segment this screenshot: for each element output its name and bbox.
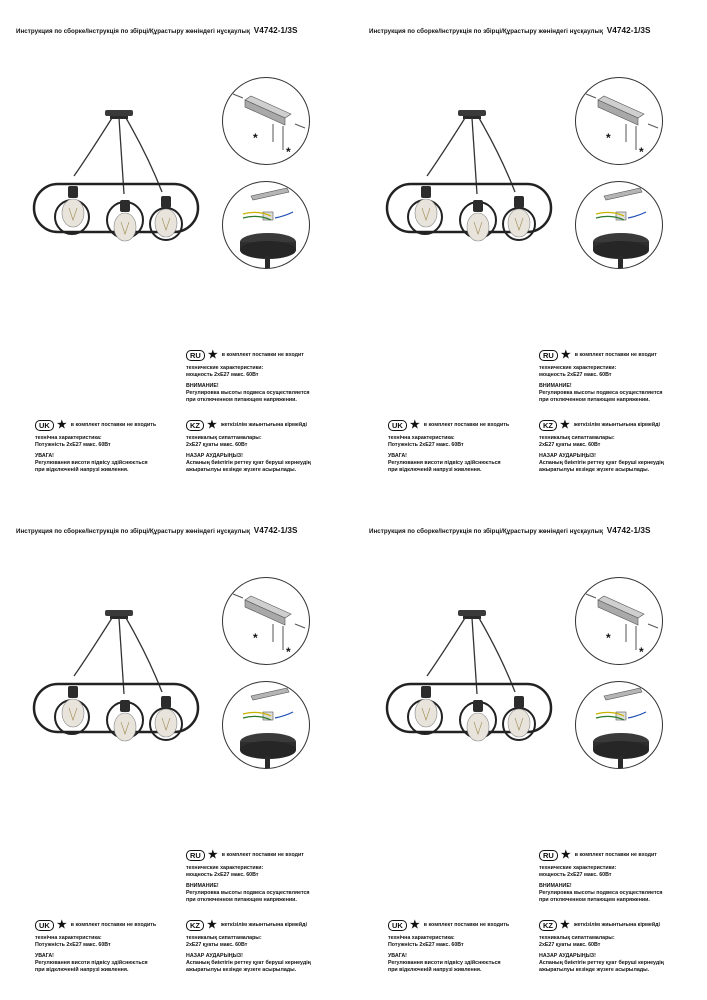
- mounting-bracket-diagram: [575, 577, 663, 665]
- ru-info-block: [186, 350, 310, 403]
- model-number: V4742-1/3S: [253, 26, 298, 35]
- uk-specs-value: Потужність 2xE27 макс. 60Вт: [35, 441, 111, 448]
- kz-badge: KZ: [539, 420, 557, 431]
- svg-text:*: *: [639, 145, 644, 159]
- uk-not-included: в комплект поставки не входить: [423, 422, 510, 429]
- ru-badge: RU: [539, 350, 558, 361]
- kz-warning: НАЗАР АУДАРЫҢЫЗ!: [186, 952, 243, 959]
- wiring-canopy-diagram: [222, 681, 310, 769]
- kz-specs-value: 2xE27 қуаты макс. 60Вт: [186, 441, 248, 448]
- ru-warning: ВНИМАНИЕ!: [186, 382, 219, 389]
- ru-warning: ВНИМАНИЕ!: [539, 882, 572, 889]
- uk-warning-line-2: при відключеній напрузі живлення.: [388, 466, 482, 473]
- kz-specs-value: 2xE27 қуаты макс. 60Вт: [539, 441, 601, 448]
- ru-info-block: [539, 850, 663, 903]
- ru-specs-label: технические характеристики:: [539, 865, 617, 871]
- ru-specs-value: мощность 2xE27 макс. 60Вт: [186, 871, 259, 878]
- kz-warning-line-1: Аспаның биіктігін реттеу қуат беруші кернеудің: [539, 959, 664, 966]
- kz-not-included: жеткізілім жиынтығына кірмейді: [573, 422, 660, 429]
- ru-warning-line-2: при отключенном питающем напряжении.: [186, 896, 297, 903]
- uk-warning: УВАГА!: [35, 452, 54, 459]
- svg-text:*: *: [253, 631, 258, 645]
- ru-specs-label: технические характеристики:: [186, 865, 264, 871]
- asterisk-icon: ★: [560, 419, 570, 431]
- uk-warning-line-2: при відключеній напрузі живлення.: [35, 466, 129, 473]
- ru-not-included: в комплект поставки не входит: [574, 352, 657, 359]
- kz-specs-label: техникалық сипаттамалары:: [186, 935, 262, 941]
- svg-text:*: *: [606, 631, 611, 645]
- uk-badge: UK: [388, 420, 407, 431]
- uk-specs-label: технічна характеристика:: [388, 435, 455, 441]
- kz-warning-line-2: ажыратылуы кезінде жүзеге асырылады.: [186, 966, 297, 973]
- kz-badge: KZ: [186, 420, 204, 431]
- svg-text:*: *: [253, 131, 258, 145]
- uk-specs-label: технічна характеристика:: [388, 935, 455, 941]
- ru-warning: ВНИМАНИЕ!: [539, 382, 572, 389]
- kz-warning-line-2: ажыратылуы кезінде жүзеге асырылады.: [539, 466, 650, 473]
- wiring-canopy-diagram: [575, 681, 663, 769]
- kz-warning-line-1: Аспаның биіктігін реттеу қуат беруші кернеудің: [186, 959, 311, 966]
- kz-not-included: жеткізілім жиынтығына кірмейді: [573, 922, 660, 929]
- ru-badge: RU: [186, 850, 205, 861]
- kz-badge: KZ: [186, 920, 204, 931]
- uk-warning-line-2: при відключеній напрузі живлення.: [388, 966, 482, 973]
- asterisk-icon: ★: [207, 919, 217, 931]
- model-number: V4742-1/3S: [606, 26, 651, 35]
- kz-not-included: жеткізілім жиынтығына кірмейді: [220, 922, 307, 929]
- uk-badge: UK: [35, 920, 54, 931]
- ru-warning-line-2: при отключенном питающем напряжении.: [539, 396, 650, 403]
- asterisk-icon: ★: [207, 849, 218, 861]
- instruction-sheet-2: [353, 0, 706, 500]
- uk-badge: UK: [35, 420, 54, 431]
- sheet-title: Инструкция по сборке/Інструкція по збірці/Құрастыру жөніндегі нұсқаулық V4742-1/3S: [369, 526, 651, 535]
- mounting-bracket-diagram: [575, 77, 663, 165]
- asterisk-icon: ★: [560, 919, 570, 931]
- ru-warning-line-1: Регулировка высоты подвеса осуществляется: [186, 889, 310, 896]
- sheet-title: Инструкция по сборке/Інструкція по збірці/Құрастыру жөніндегі нұсқаулық V4742-1/3S: [369, 26, 651, 35]
- kz-info-block: [186, 920, 311, 973]
- uk-not-included: в комплект поставки не входить: [423, 922, 510, 929]
- lamp-illustration: [381, 596, 559, 766]
- mounting-bracket-diagram: [222, 577, 310, 665]
- ru-warning-line-2: при отключенном питающем напряжении.: [539, 896, 650, 903]
- asterisk-icon: ★: [409, 919, 420, 931]
- uk-warning: УВАГА!: [35, 952, 54, 959]
- svg-text:*: *: [286, 645, 291, 659]
- ru-badge: RU: [539, 850, 558, 861]
- uk-warning-line-2: при відключеній напрузі живлення.: [35, 966, 129, 973]
- uk-info-block: [35, 420, 156, 473]
- kz-warning: НАЗАР АУДАРЫҢЫЗ!: [186, 452, 243, 459]
- kz-warning-line-1: Аспаның биіктігін реттеу қуат беруші кернеудің: [186, 459, 311, 466]
- kz-info-block: [539, 920, 664, 973]
- uk-specs-value: Потужність 2xE27 макс. 60Вт: [388, 941, 464, 948]
- asterisk-icon: ★: [560, 349, 571, 361]
- ru-not-included: в комплект поставки не входит: [574, 852, 657, 859]
- ru-info-block: [186, 850, 310, 903]
- uk-warning-line-1: Регулювання висоти підвісу здійснюється: [35, 459, 148, 466]
- wiring-canopy-diagram: [222, 181, 310, 269]
- uk-warning: УВАГА!: [388, 952, 407, 959]
- asterisk-icon: ★: [207, 419, 217, 431]
- kz-info-block: [539, 420, 664, 473]
- ru-info-block: [539, 350, 663, 403]
- ru-warning-line-1: Регулировка высоты подвеса осуществляется: [539, 889, 663, 896]
- uk-info-block: [388, 920, 509, 973]
- uk-specs-label: технічна характеристика:: [35, 935, 102, 941]
- kz-badge: KZ: [539, 920, 557, 931]
- mounting-bracket-diagram: [222, 77, 310, 165]
- model-number: V4742-1/3S: [253, 526, 298, 535]
- kz-specs-label: техникалық сипаттамалары:: [539, 935, 615, 941]
- wiring-canopy-diagram: [575, 181, 663, 269]
- lamp-illustration: [28, 96, 206, 266]
- ru-warning: ВНИМАНИЕ!: [186, 882, 219, 889]
- kz-specs-label: техникалық сипаттамалары:: [539, 435, 615, 441]
- lamp-illustration: [28, 596, 206, 766]
- asterisk-icon: ★: [56, 419, 67, 431]
- ru-warning-line-1: Регулировка высоты подвеса осуществляется: [186, 389, 310, 396]
- ru-badge: RU: [186, 350, 205, 361]
- instruction-sheet-4: [353, 500, 706, 1000]
- uk-info-block: [35, 920, 156, 973]
- ru-warning-line-1: Регулировка высоты подвеса осуществляется: [539, 389, 663, 396]
- uk-specs-value: Потужність 2xE27 макс. 60Вт: [35, 941, 111, 948]
- ru-specs-value: мощность 2xE27 макс. 60Вт: [539, 871, 612, 878]
- kz-warning: НАЗАР АУДАРЫҢЫЗ!: [539, 452, 596, 459]
- ru-specs-value: мощность 2xE27 макс. 60Вт: [186, 371, 259, 378]
- svg-text:*: *: [639, 645, 644, 659]
- ru-specs-label: технические характеристики:: [186, 365, 264, 371]
- instruction-sheet-3: [0, 500, 353, 1000]
- kz-specs-value: 2xE27 қуаты макс. 60Вт: [539, 941, 601, 948]
- kz-warning-line-2: ажыратылуы кезінде жүзеге асырылады.: [539, 966, 650, 973]
- kz-warning: НАЗАР АУДАРЫҢЫЗ!: [539, 952, 596, 959]
- uk-not-included: в комплект поставки не входить: [70, 422, 157, 429]
- svg-text:*: *: [606, 131, 611, 145]
- ru-not-included: в комплект поставки не входит: [221, 852, 304, 859]
- kz-warning-line-2: ажыратылуы кезінде жүзеге асырылады.: [186, 466, 297, 473]
- asterisk-icon: ★: [56, 919, 67, 931]
- uk-badge: UK: [388, 920, 407, 931]
- uk-warning-line-1: Регулювання висоти підвісу здійснюється: [388, 959, 501, 966]
- uk-not-included: в комплект поставки не входить: [70, 922, 157, 929]
- uk-specs-label: технічна характеристика:: [35, 435, 102, 441]
- kz-warning-line-1: Аспаның биіктігін реттеу қуат беруші кернеудің: [539, 459, 664, 466]
- ru-warning-line-2: при отключенном питающем напряжении.: [186, 396, 297, 403]
- asterisk-icon: ★: [207, 349, 218, 361]
- lamp-illustration: [381, 96, 559, 266]
- sheet-title: Инструкция по сборке/Інструкція по збірці/Құрастыру жөніндегі нұсқаулық V4742-1/3S: [16, 26, 298, 35]
- model-number: V4742-1/3S: [606, 526, 651, 535]
- kz-not-included: жеткізілім жиынтығына кірмейді: [220, 422, 307, 429]
- asterisk-icon: ★: [560, 849, 571, 861]
- asterisk-icon: ★: [409, 419, 420, 431]
- uk-warning-line-1: Регулювання висоти підвісу здійснюється: [35, 959, 148, 966]
- uk-warning-line-1: Регулювання висоти підвісу здійснюється: [388, 459, 501, 466]
- uk-info-block: [388, 420, 509, 473]
- ru-specs-label: технические характеристики:: [539, 365, 617, 371]
- uk-specs-value: Потужність 2xE27 макс. 60Вт: [388, 441, 464, 448]
- kz-specs-value: 2xE27 қуаты макс. 60Вт: [186, 941, 248, 948]
- svg-text:*: *: [286, 145, 291, 159]
- instruction-sheet-1: [0, 0, 353, 500]
- ru-not-included: в комплект поставки не входит: [221, 352, 304, 359]
- sheet-title: Инструкция по сборке/Інструкція по збірці/Құрастыру жөніндегі нұсқаулық V4742-1/3S: [16, 526, 298, 535]
- kz-specs-label: техникалық сипаттамалары:: [186, 435, 262, 441]
- ru-specs-value: мощность 2xE27 макс. 60Вт: [539, 371, 612, 378]
- uk-warning: УВАГА!: [388, 452, 407, 459]
- kz-info-block: [186, 420, 311, 473]
